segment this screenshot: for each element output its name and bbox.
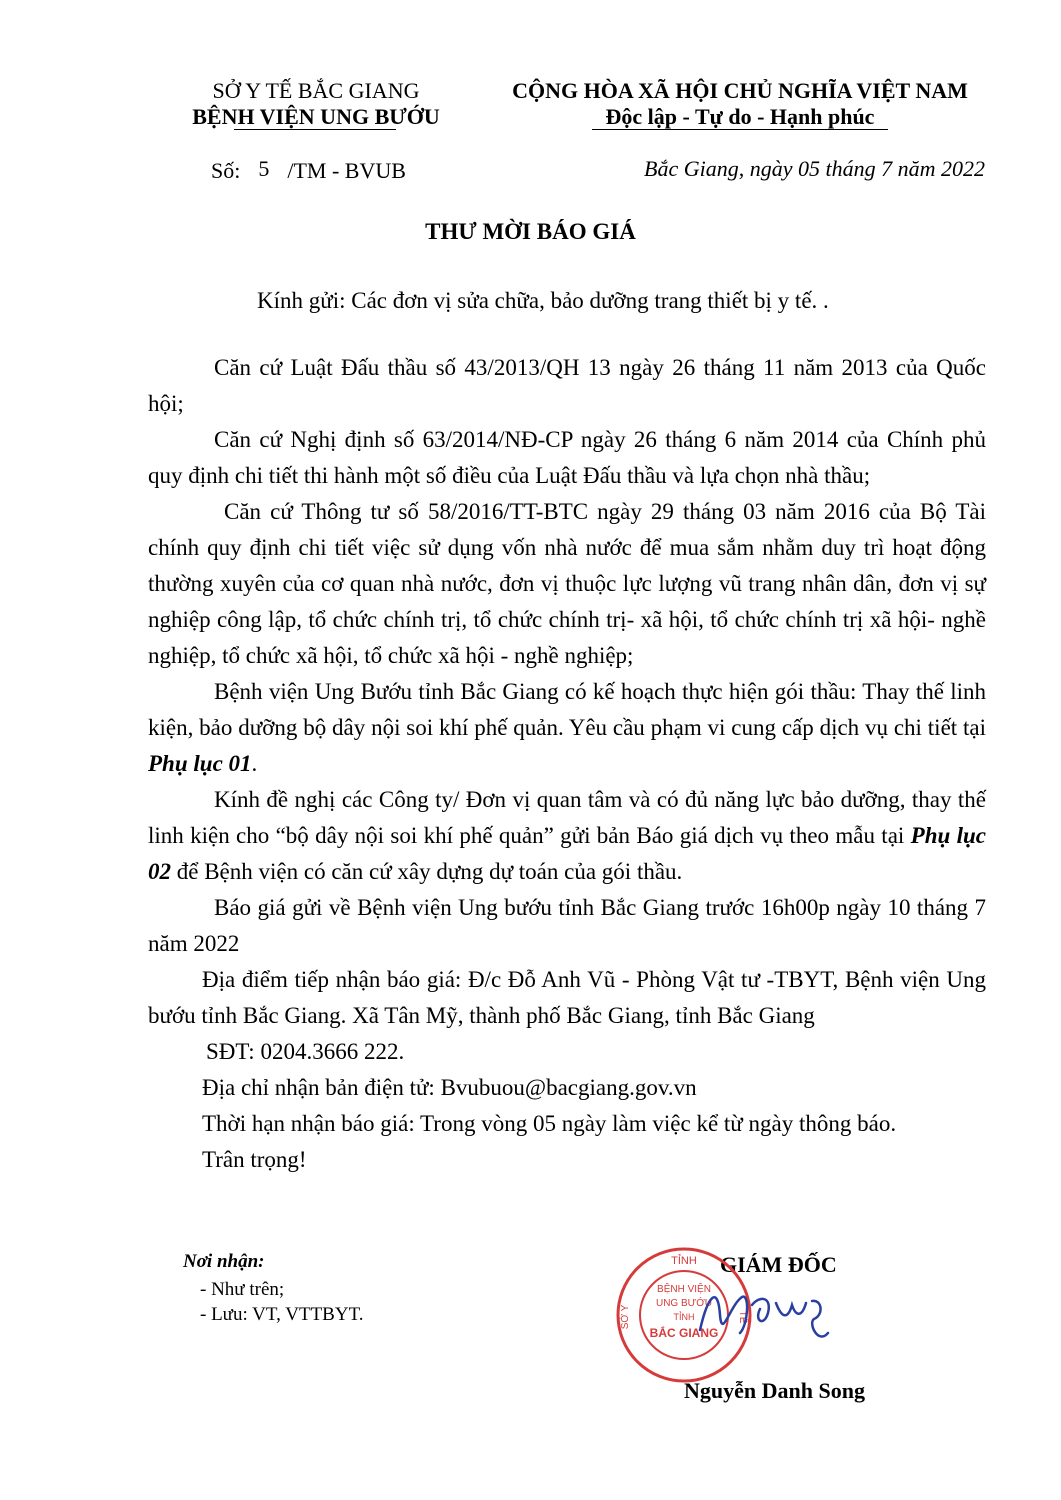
number-label: Số: <box>211 158 241 183</box>
seal-left-text: SỞ Y <box>620 1304 631 1330</box>
appendix-02-ref: Phụ lục 02 <box>148 823 986 884</box>
letter-body <box>148 350 986 1178</box>
national-motto: Độc lập - Tự do - Hạnh phúc <box>605 104 875 129</box>
motto-underline <box>592 129 888 130</box>
signer-name: Nguyễn Danh Song <box>684 1378 865 1403</box>
recipients-item: - Như trên; <box>200 1279 285 1300</box>
seal-right-text: TẾ <box>737 1310 748 1324</box>
paragraph-location: Địa điểm tiếp nhận báo giá: Đ/c Đỗ Anh Vũ - Phòng Vật tư -TBYT, Bệnh viện Ung bướu tỉnh Bắc Giang. Xã Tân Mỹ, thành phố Bắc Giang, tỉnh Bắc Giang <box>148 967 986 1028</box>
phone-line: SĐT: 0204.3666 222. <box>206 1039 405 1064</box>
number-value: 5 <box>258 156 270 181</box>
nation-title: CỘNG HÒA XÃ HỘI CHỦ NGHĨA VIỆT NAM <box>512 78 968 103</box>
signature-stroke <box>700 1297 828 1337</box>
paragraph-request <box>148 782 986 890</box>
appendix-01-ref: Phụ lục 01 <box>148 751 252 776</box>
recipient-line: Kính gửi: Các đơn vị sửa chữa, bảo dưỡng trang thiết bị y tế. . <box>257 288 829 313</box>
request-text: Kính đề nghị các Công ty/ Đơn vị quan tâm và có đủ năng lực bảo dưỡng, thay thế linh kiện cho “bộ dây nội soi khí phế quản” gửi bản Báo giá dịch vụ theo mẫu tại <box>148 787 986 848</box>
agency-name: SỞ Y TẾ BẮC GIANG <box>212 78 420 103</box>
seal-line-3: TỈNH <box>673 1312 695 1322</box>
paragraph-deadline-date: Báo giá gửi về Bệnh viện Ung bướu tỉnh Bắc Giang trước 16h00p ngày 10 tháng 7 năm 2022 <box>148 895 986 956</box>
place-date: Bắc Giang, ngày 05 tháng 7 năm 2022 <box>644 156 985 181</box>
document-title: THƯ MỜI BÁO GIÁ <box>425 219 636 244</box>
closing-line: Trân trọng! <box>202 1147 307 1172</box>
email-line: Địa chỉ nhận bản điện tử: Bvubuou@bacgiang.gov.vn <box>202 1075 697 1100</box>
hospital-underline <box>234 129 396 130</box>
paragraph-decree: Căn cứ Nghị định số 63/2014/NĐ-CP ngày 26 tháng 6 năm 2014 của Chính phủ quy định chi tiết thi hành một số điều của Luật Đấu thầu và lựa chọn nhà thầu; <box>148 427 986 488</box>
hospital-name: BỆNH VIỆN UNG BƯỚU <box>192 104 440 129</box>
seal-line-2: UNG BƯỚU <box>655 1298 713 1309</box>
seal-line-4: BẮC GIANG <box>649 1326 719 1340</box>
paragraph-law: Căn cứ Luật Đấu thầu số 43/2013/QH 13 ngày 26 tháng 11 năm 2013 của Quốc hội; <box>148 355 986 416</box>
request-end: để Bệnh viện có căn cứ xây dựng dự toán của gói thầu. <box>176 859 683 884</box>
document-number <box>211 156 406 184</box>
plan-text: Bệnh viện Ung Bướu tỉnh Bắc Giang có kế hoạch thực hiện gói thầu: Thay thế linh kiện, bảo dưỡng bộ dây nội soi khí phế quản. Yêu cầu phạm vi cung cấp dịch vụ chi tiết tại <box>148 679 986 740</box>
recipients-label: Nơi nhận: <box>183 1251 265 1272</box>
handwritten-signature <box>690 1275 840 1350</box>
signer-position: GIÁM ĐỐC <box>720 1252 837 1277</box>
recipients-item: - Lưu: VT, VTTBYT. <box>200 1304 364 1325</box>
paragraph-circular: Căn cứ Thông tư số 58/2016/TT-BTC ngày 29 tháng 03 năm 2016 của Bộ Tài chính quy định chi tiết việc sử dụng vốn nhà nước để mua sắm nhằm duy trì hoạt động thường xuyên của cơ quan nhà nước, đơn vị thuộc lực lượng vũ trang nhân dân, đơn vị sự nghiệp công lập, tổ chức chính trị, tổ chức chính trị- xã hội, tổ chức chính trị xã hội- nghề nghiệp, tổ chức xã hội, tổ chức xã hội - nghề nghiệp; <box>148 499 986 668</box>
receipt-deadline-line: Thời hạn nhận báo giá: Trong vòng 05 ngày làm việc kể từ ngày thông báo. <box>202 1111 897 1136</box>
seal-line-1: BỆNH VIỆN <box>657 1284 711 1295</box>
seal-top-text: TỈNH <box>671 1255 697 1267</box>
paragraph-plan <box>148 674 986 782</box>
plan-end: . <box>251 751 258 776</box>
number-suffix: /TM - BVUB <box>287 158 406 183</box>
